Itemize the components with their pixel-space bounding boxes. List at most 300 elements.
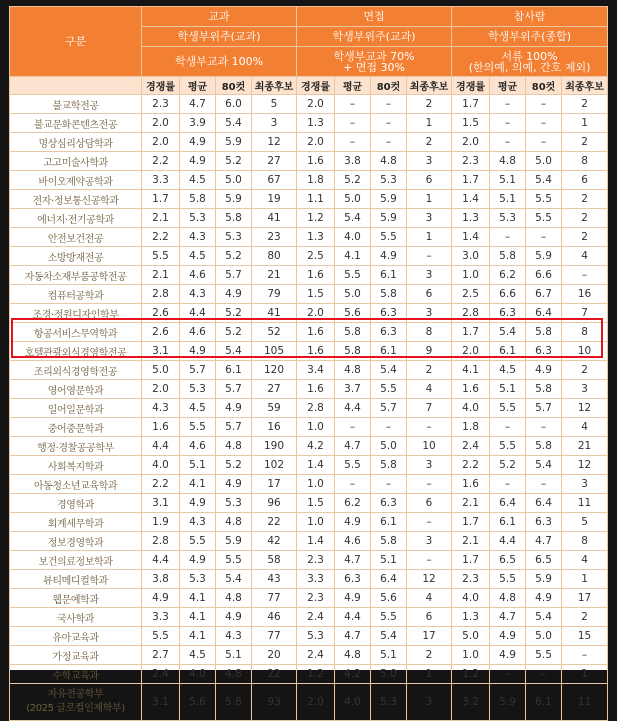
cut80-grade-cell: 4.8 (216, 513, 252, 532)
cut80-grade-cell: – (526, 114, 562, 133)
competition-rate-cell: 3.2 (452, 684, 490, 721)
competition-rate-cell: 1.6 (297, 266, 335, 285)
average-grade-cell: 4.0 (335, 684, 371, 721)
final-waitlist-cell: 93 (252, 684, 297, 721)
cut80-grade-cell: 6.3 (371, 304, 407, 323)
department-name: 행정·경찰공공학부 (10, 437, 142, 456)
average-grade-cell: – (335, 418, 371, 437)
average-grade-cell: 4.9 (490, 627, 526, 646)
average-grade-cell: 4.5 (180, 646, 216, 665)
competition-rate-cell: 1.4 (297, 532, 335, 551)
final-waitlist-cell: 6 (407, 171, 452, 190)
cut80-grade-cell: 6.0 (216, 95, 252, 114)
final-waitlist-cell: 77 (252, 589, 297, 608)
competition-rate-cell: 5.5 (142, 627, 180, 646)
final-waitlist-cell: 1 (562, 114, 608, 133)
cut80-grade-cell: – (526, 133, 562, 152)
average-grade-cell: 5.1 (490, 171, 526, 190)
cut80-grade-cell: 5.5 (371, 380, 407, 399)
col-header-average: 평균 (180, 77, 216, 95)
table-row (10, 304, 608, 323)
cut80-grade-cell: 4.8 (216, 589, 252, 608)
table-row (10, 646, 608, 665)
table-row (10, 190, 608, 209)
average-grade-cell: 5.1 (490, 380, 526, 399)
competition-rate-cell: 5.0 (452, 627, 490, 646)
average-grade-cell: 4.9 (490, 646, 526, 665)
competition-rate-cell: 1.5 (297, 285, 335, 304)
final-waitlist-cell: 2 (562, 190, 608, 209)
average-grade-cell: 5.5 (335, 456, 371, 475)
cut80-grade-cell: 6.3 (526, 513, 562, 532)
competition-rate-cell: 2.3 (452, 152, 490, 171)
department-name: 일어일문학과 (10, 399, 142, 418)
average-grade-cell: 5.3 (180, 380, 216, 399)
department-name: 명상심리상담학과 (10, 133, 142, 152)
average-grade-cell: 4.7 (490, 608, 526, 627)
average-grade-cell: 4.8 (335, 646, 371, 665)
average-grade-cell: – (490, 475, 526, 494)
competition-rate-cell: 4.0 (452, 399, 490, 418)
final-waitlist-cell: 27 (252, 152, 297, 171)
cut80-grade-cell: – (526, 418, 562, 437)
table-row (10, 247, 608, 266)
table-row (10, 342, 608, 361)
col-header-final-waitlist: 최종후보 (407, 77, 452, 95)
final-waitlist-cell: 7 (407, 399, 452, 418)
cut80-grade-cell: 5.2 (216, 456, 252, 475)
competition-rate-cell: 1.5 (297, 494, 335, 513)
average-grade-cell: 5.2 (335, 171, 371, 190)
competition-rate-cell: 1.3 (452, 608, 490, 627)
competition-rate-cell: 2.0 (297, 684, 335, 721)
table-row (10, 209, 608, 228)
table-row (10, 152, 608, 171)
cut80-grade-cell: 5.9 (371, 190, 407, 209)
average-grade-cell: – (490, 95, 526, 114)
average-grade-cell: 5.6 (180, 684, 216, 721)
department-name: 수학교육과 (10, 665, 142, 684)
average-grade-cell: 5.3 (490, 209, 526, 228)
final-waitlist-cell: 190 (252, 437, 297, 456)
cut80-grade-cell: 4.9 (526, 361, 562, 380)
average-grade-cell: 4.3 (180, 285, 216, 304)
table-row (10, 228, 608, 247)
competition-rate-cell: 3.1 (142, 494, 180, 513)
department-name: 사회복지학과 (10, 456, 142, 475)
competition-rate-cell: 1.4 (452, 228, 490, 247)
cut80-grade-cell: 5.9 (216, 532, 252, 551)
cut80-grade-cell: 5.8 (371, 532, 407, 551)
average-grade-cell: 4.5 (180, 399, 216, 418)
col-header-80cut: 80컷 (371, 77, 407, 95)
competition-rate-cell: 2.2 (142, 475, 180, 494)
table-row (10, 532, 608, 551)
ratio-gyogwa: 학생부교과 100% (142, 47, 297, 77)
cut80-grade-cell: 6.1 (526, 684, 562, 721)
competition-rate-cell: 2.3 (297, 551, 335, 570)
department-name: 항공서비스무역학과 (10, 323, 142, 342)
department-name: 안전보건전공 (10, 228, 142, 247)
cut80-grade-cell: 4.9 (216, 475, 252, 494)
competition-rate-cell: 1.5 (452, 114, 490, 133)
cut80-grade-cell: 5.6 (371, 589, 407, 608)
cut80-grade-cell: 6.5 (526, 551, 562, 570)
cut80-grade-cell: 5.4 (371, 627, 407, 646)
competition-rate-cell: 2.4 (142, 665, 180, 684)
cut80-grade-cell: 4.8 (216, 665, 252, 684)
competition-rate-cell: 1.6 (297, 323, 335, 342)
cut80-grade-cell: 5.7 (216, 380, 252, 399)
table-row (10, 361, 608, 380)
cut80-grade-cell: 5.9 (371, 209, 407, 228)
final-waitlist-cell: 5 (562, 513, 608, 532)
final-waitlist-cell: 8 (562, 323, 608, 342)
average-grade-cell: – (335, 114, 371, 133)
table-row (10, 437, 608, 456)
average-grade-cell: – (335, 475, 371, 494)
cut80-grade-cell: 5.2 (216, 304, 252, 323)
final-waitlist-cell: 21 (252, 266, 297, 285)
final-waitlist-cell: – (407, 247, 452, 266)
col-header-final-waitlist: 최종후보 (562, 77, 608, 95)
final-waitlist-cell: 2 (562, 228, 608, 247)
cut80-grade-cell: 5.0 (526, 152, 562, 171)
cut80-grade-cell: 4.9 (526, 589, 562, 608)
cut80-grade-cell: 5.0 (371, 665, 407, 684)
average-grade-cell: 5.8 (490, 247, 526, 266)
department-name-line1: 자유전공학부 (47, 689, 104, 700)
competition-rate-cell: 3.3 (142, 171, 180, 190)
average-grade-cell: 4.4 (335, 608, 371, 627)
final-waitlist-cell: 4 (407, 380, 452, 399)
department-name: 가정교육과 (10, 646, 142, 665)
average-grade-cell: 5.5 (180, 418, 216, 437)
competition-rate-cell: 1.2 (297, 665, 335, 684)
final-waitlist-cell: 20 (252, 646, 297, 665)
average-grade-cell: 5.5 (180, 532, 216, 551)
competition-rate-cell: 3.4 (297, 361, 335, 380)
final-waitlist-cell: 1 (407, 114, 452, 133)
table-row (10, 418, 608, 437)
cut80-grade-cell: 5.9 (216, 133, 252, 152)
final-waitlist-cell: – (407, 418, 452, 437)
cut80-grade-cell: – (371, 133, 407, 152)
final-waitlist-cell: 1 (407, 190, 452, 209)
table-row (10, 323, 608, 342)
average-grade-cell: 4.8 (490, 152, 526, 171)
average-grade-cell: 5.3 (180, 209, 216, 228)
table-body (10, 95, 608, 721)
final-waitlist-cell: 4 (562, 247, 608, 266)
final-waitlist-cell: 3 (407, 684, 452, 721)
department-name: 고고미술사학과 (10, 152, 142, 171)
average-grade-cell: 4.4 (335, 399, 371, 418)
cut80-grade-cell: 5.5 (371, 608, 407, 627)
average-grade-cell: 4.6 (335, 532, 371, 551)
table-row (10, 684, 608, 721)
competition-rate-cell: 2.5 (452, 285, 490, 304)
average-grade-cell: 5.0 (335, 285, 371, 304)
cut80-grade-cell: 5.7 (526, 399, 562, 418)
average-grade-cell: 5.8 (180, 190, 216, 209)
department-name: 컴퓨터공학과 (10, 285, 142, 304)
col-header-competition: 경쟁률 (452, 77, 490, 95)
final-waitlist-cell: 2 (407, 646, 452, 665)
competition-rate-cell: 2.3 (297, 589, 335, 608)
cut80-grade-cell: 5.3 (216, 494, 252, 513)
table-row (10, 95, 608, 114)
competition-rate-cell: 2.0 (142, 133, 180, 152)
cut80-grade-cell: – (526, 665, 562, 684)
cut80-grade-cell: 5.7 (371, 399, 407, 418)
final-waitlist-cell: 8 (407, 323, 452, 342)
final-waitlist-cell: 22 (252, 513, 297, 532)
competition-rate-cell: 4.3 (142, 399, 180, 418)
method-chamsaram: 학생부위주(종합) (452, 27, 608, 47)
final-waitlist-cell: 4 (407, 589, 452, 608)
average-grade-cell: 4.5 (180, 171, 216, 190)
competition-rate-cell: 4.4 (142, 437, 180, 456)
cut80-grade-cell: 5.5 (526, 646, 562, 665)
average-grade-cell: 5.9 (490, 684, 526, 721)
cut80-grade-cell: 5.0 (526, 627, 562, 646)
average-grade-cell: 4.0 (180, 665, 216, 684)
cut80-grade-cell: – (526, 95, 562, 114)
group-header-myeonjeop: 면접 (297, 7, 452, 27)
average-grade-cell: 5.4 (490, 323, 526, 342)
ratio-myeonjeop-line2: + 면접 30% (343, 60, 405, 74)
department-name: 정보경영학과 (10, 532, 142, 551)
cut80-grade-cell: – (526, 475, 562, 494)
competition-rate-cell: 1.7 (452, 171, 490, 190)
average-grade-cell: 4.1 (180, 475, 216, 494)
competition-rate-cell: 2.2 (142, 228, 180, 247)
competition-rate-cell: 2.4 (452, 437, 490, 456)
average-grade-cell: 6.2 (490, 266, 526, 285)
average-grade-cell: – (490, 114, 526, 133)
table-row (10, 608, 608, 627)
department-name: 불교문화콘텐츠전공 (10, 114, 142, 133)
cut80-grade-cell: 6.4 (371, 570, 407, 589)
average-grade-cell: 5.4 (335, 209, 371, 228)
average-grade-cell: 4.9 (180, 152, 216, 171)
average-grade-cell: 4.1 (180, 608, 216, 627)
method-gyogwa: 학생부위주(교과) (142, 27, 297, 47)
ratio-chamsaram (452, 47, 608, 77)
competition-rate-cell: 2.0 (452, 133, 490, 152)
average-grade-cell: – (335, 133, 371, 152)
competition-rate-cell: 1.8 (452, 418, 490, 437)
admission-results-table-panel (9, 6, 607, 714)
cut80-grade-cell: 4.9 (216, 399, 252, 418)
cut80-grade-cell: 6.3 (371, 494, 407, 513)
competition-rate-cell: 1.6 (452, 380, 490, 399)
competition-rate-cell: 1.6 (452, 475, 490, 494)
cut80-grade-cell: 5.5 (371, 228, 407, 247)
cut80-grade-cell: – (371, 475, 407, 494)
col-header-competition: 경쟁률 (297, 77, 335, 95)
competition-rate-cell: 2.0 (142, 114, 180, 133)
average-grade-cell: 4.3 (180, 228, 216, 247)
cut80-grade-cell: 5.4 (526, 456, 562, 475)
cut80-grade-cell: 5.4 (216, 114, 252, 133)
department-name: 에너지·전기공학과 (10, 209, 142, 228)
final-waitlist-cell: 3 (252, 114, 297, 133)
competition-rate-cell: 1.8 (297, 171, 335, 190)
department-name: 유아교육과 (10, 627, 142, 646)
average-grade-cell: 5.0 (335, 190, 371, 209)
final-waitlist-cell: 9 (407, 342, 452, 361)
table-row (10, 133, 608, 152)
cut80-grade-cell: 4.8 (371, 152, 407, 171)
col-header-80cut: 80컷 (526, 77, 562, 95)
table-row (10, 589, 608, 608)
final-waitlist-cell: 11 (562, 494, 608, 513)
competition-rate-cell: 2.6 (142, 304, 180, 323)
average-grade-cell: 4.6 (180, 437, 216, 456)
final-waitlist-cell: 2 (562, 361, 608, 380)
department-name: 회계세무학과 (10, 513, 142, 532)
final-waitlist-cell: 3 (407, 456, 452, 475)
final-waitlist-cell: 12 (407, 570, 452, 589)
competition-rate-cell: 2.1 (452, 494, 490, 513)
final-waitlist-cell: 2 (407, 133, 452, 152)
cut80-grade-cell: 6.3 (371, 323, 407, 342)
table-row (10, 380, 608, 399)
final-waitlist-cell: 2 (407, 95, 452, 114)
final-waitlist-cell: 52 (252, 323, 297, 342)
final-waitlist-cell: 46 (252, 608, 297, 627)
average-grade-cell: 4.6 (180, 323, 216, 342)
final-waitlist-cell: – (562, 646, 608, 665)
department-name: 아동청소년교육학과 (10, 475, 142, 494)
average-grade-cell: 6.2 (335, 494, 371, 513)
average-grade-cell: 3.9 (180, 114, 216, 133)
final-waitlist-cell: 41 (252, 209, 297, 228)
competition-rate-cell: 3.1 (142, 684, 180, 721)
competition-rate-cell: 2.1 (142, 266, 180, 285)
average-grade-cell: 4.1 (180, 589, 216, 608)
cut80-grade-cell: – (371, 418, 407, 437)
competition-rate-cell: 2.8 (452, 304, 490, 323)
department-name: 경영학과 (10, 494, 142, 513)
final-waitlist-cell: – (407, 551, 452, 570)
final-waitlist-cell: – (407, 513, 452, 532)
average-grade-cell: 6.1 (490, 342, 526, 361)
cut80-grade-cell: 6.1 (371, 266, 407, 285)
group-header-chamsaram: 참사람 (452, 7, 608, 27)
competition-rate-cell: 1.7 (452, 95, 490, 114)
ratio-chamsaram-line1: 서류 100% (501, 49, 558, 63)
department-name: 뷰티메디컬학과 (10, 570, 142, 589)
cut80-grade-cell: 6.1 (216, 361, 252, 380)
table-row (10, 627, 608, 646)
average-grade-cell: 4.1 (335, 247, 371, 266)
average-grade-cell: 5.3 (180, 570, 216, 589)
competition-rate-cell: 2.5 (297, 247, 335, 266)
final-waitlist-cell: 59 (252, 399, 297, 418)
competition-rate-cell: 1.1 (297, 190, 335, 209)
average-grade-cell: 5.5 (335, 266, 371, 285)
final-waitlist-cell: 17 (562, 589, 608, 608)
cut80-grade-cell: 5.4 (216, 342, 252, 361)
department-name (10, 684, 142, 721)
final-waitlist-cell: 67 (252, 171, 297, 190)
cut80-grade-cell: 5.5 (526, 209, 562, 228)
table-row (10, 399, 608, 418)
final-waitlist-cell: 8 (562, 532, 608, 551)
final-waitlist-cell: 4 (562, 418, 608, 437)
final-waitlist-cell: 2 (562, 95, 608, 114)
ratio-myeonjeop (297, 47, 452, 77)
competition-rate-cell: 2.1 (142, 209, 180, 228)
competition-rate-cell: 2.0 (142, 380, 180, 399)
cut80-grade-cell: 5.5 (526, 190, 562, 209)
method-myeonjeop: 학생부위주(교과) (297, 27, 452, 47)
cut80-grade-cell: 5.8 (526, 380, 562, 399)
cut80-grade-cell: 5.7 (216, 418, 252, 437)
gubun-subheader (10, 77, 142, 95)
cut80-grade-cell: 5.5 (216, 551, 252, 570)
final-waitlist-cell: 3 (407, 209, 452, 228)
table-row (10, 171, 608, 190)
average-grade-cell: 4.6 (180, 266, 216, 285)
cut80-grade-cell: 4.9 (371, 247, 407, 266)
department-name: 중어중문학과 (10, 418, 142, 437)
final-waitlist-cell: 3 (562, 475, 608, 494)
cut80-grade-cell: 5.8 (216, 209, 252, 228)
cut80-grade-cell: 5.1 (371, 646, 407, 665)
competition-rate-cell: 1.7 (452, 513, 490, 532)
table-row (10, 551, 608, 570)
average-grade-cell: 4.9 (335, 589, 371, 608)
competition-rate-cell: 3.0 (452, 247, 490, 266)
final-waitlist-cell: 1 (407, 665, 452, 684)
cut80-grade-cell: 5.4 (216, 570, 252, 589)
cut80-grade-cell: 5.8 (526, 437, 562, 456)
col-header-final-waitlist: 최종후보 (252, 77, 297, 95)
final-waitlist-cell: – (562, 266, 608, 285)
final-waitlist-cell: 41 (252, 304, 297, 323)
col-header-average: 평균 (490, 77, 526, 95)
average-grade-cell: 4.8 (335, 361, 371, 380)
average-grade-cell: 5.5 (490, 437, 526, 456)
competition-rate-cell: 2.7 (142, 646, 180, 665)
average-grade-cell: 5.8 (335, 342, 371, 361)
average-grade-cell: – (490, 418, 526, 437)
department-name: 조경·정원디자인학부 (10, 304, 142, 323)
average-grade-cell: 4.9 (335, 513, 371, 532)
cut80-grade-cell: 5.2 (216, 247, 252, 266)
competition-rate-cell: 2.1 (452, 532, 490, 551)
final-waitlist-cell: 5 (252, 95, 297, 114)
final-waitlist-cell: 12 (252, 133, 297, 152)
final-waitlist-cell: 1 (562, 665, 608, 684)
final-waitlist-cell: 43 (252, 570, 297, 589)
average-grade-cell: 6.3 (490, 304, 526, 323)
table-row (10, 513, 608, 532)
final-waitlist-cell: 1 (407, 228, 452, 247)
final-waitlist-cell: 96 (252, 494, 297, 513)
department-name: 국사학과 (10, 608, 142, 627)
department-name: 바이오제약공학과 (10, 171, 142, 190)
final-waitlist-cell: 102 (252, 456, 297, 475)
table-row (10, 570, 608, 589)
average-grade-cell: 3.8 (335, 152, 371, 171)
final-waitlist-cell: 3 (407, 304, 452, 323)
competition-rate-cell: 4.0 (452, 589, 490, 608)
